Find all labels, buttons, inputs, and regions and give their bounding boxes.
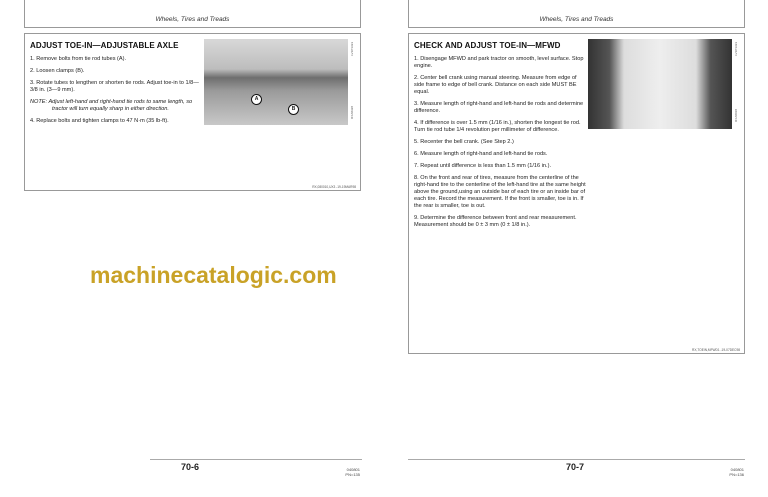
figure-id: RXA8018 [734, 109, 738, 122]
right-section-box [408, 33, 745, 354]
right-page-number: 70-7 [566, 462, 585, 472]
left-page-header [24, 0, 361, 28]
step: 6. Measure length of right-hand and left-hand tie rods. [414, 151, 548, 157]
left-section-title: ADJUST TOE-IN—ADJUSTABLE AXLE [30, 41, 179, 50]
step: 5. Recenter the bell crank. (See Step 2.) [414, 139, 514, 145]
left-header-text: Wheels, Tires and Treads [155, 16, 230, 23]
left-footer-rule [150, 459, 362, 460]
doc-code: RX,080010,UX3 -19-19MAR98 [312, 185, 356, 189]
date-code: 040801 [730, 467, 744, 472]
callout-a: A [251, 94, 262, 105]
watermark: machinecatalogic.com [90, 262, 337, 288]
step: 1. Remove bolts from tie rod tubes (A). [30, 56, 127, 62]
right-footer-rule [408, 459, 745, 460]
step: 3. Rotate tubes to lengthen or shorten tie rods. Adjust toe-in to 1/8—3/8 in. (3—9 mm). [30, 80, 199, 93]
step: 7. Repeat until difference is less than 1.5 mm (1/16 in.). [414, 163, 552, 169]
figure-id: RXA8328 [350, 106, 354, 119]
step: 4. If difference is over 1.5 mm (1/16 in.), shorten the longest tie rod. Turn tie rod tube 1/4 revolution per millimeter of difference. [414, 120, 581, 133]
callout-b: B [288, 104, 299, 115]
right-pn [704, 467, 744, 477]
left-steps [30, 56, 202, 130]
step: 9. Determine the difference between front and rear measurement. Measurement should be 0 ± 3 mm (0 ± 1/8 in.). [414, 215, 577, 228]
note: NOTE: Adjust left-hand and right-hand tie rods to same length, so tractor will turn equally sharp in either direction. [30, 99, 193, 112]
left-pn [320, 467, 360, 477]
step: 1. Disengage MFWD and park tractor on smooth, level surface. Stop engine. [414, 56, 584, 69]
mfwd-tires-photo [588, 39, 732, 129]
left-page-number: 70-6 [181, 462, 200, 472]
step: 3. Measure length of right-hand and left-hand tie rods and determine difference. [414, 101, 584, 114]
step: 2. Loosen clamps (B). [30, 68, 85, 74]
figure-ref: LV1P1333 [734, 42, 738, 56]
figure-ref: LV1P1333 [350, 42, 354, 56]
tie-rod-photo [204, 39, 348, 125]
pn-label: PN=136 [729, 472, 744, 477]
doc-code: RX,TOEIN,MFWD1 -19-07DEC98 [692, 348, 740, 352]
right-header-text: Wheels, Tires and Treads [539, 16, 614, 23]
step: 8. On the front and rear of tires, measure from the centerline of the right-hand tire to the centerline of the left-hand tire at the same height above the ground,using an outside bar of each tire or an inside bar of each tire. Record the measurement. If the front is smaller, toe is in. If the rear is smaller, toe is out. [414, 175, 586, 209]
step: 4. Replace bolts and tighten clamps to 47 N·m (35 lb-ft). [30, 118, 169, 124]
right-section-title: CHECK AND ADJUST TOE-IN—MFWD [414, 41, 561, 50]
pn-label: PN=135 [345, 472, 360, 477]
date-code: 040801 [346, 467, 360, 472]
right-steps [414, 56, 586, 234]
left-section-box [24, 33, 361, 191]
step: 2. Center bell crank using manual steering. Measure from edge of side frame to edge of bell crank. Distance on each side MUST BE equal. [414, 75, 577, 95]
right-page-header [408, 0, 745, 28]
